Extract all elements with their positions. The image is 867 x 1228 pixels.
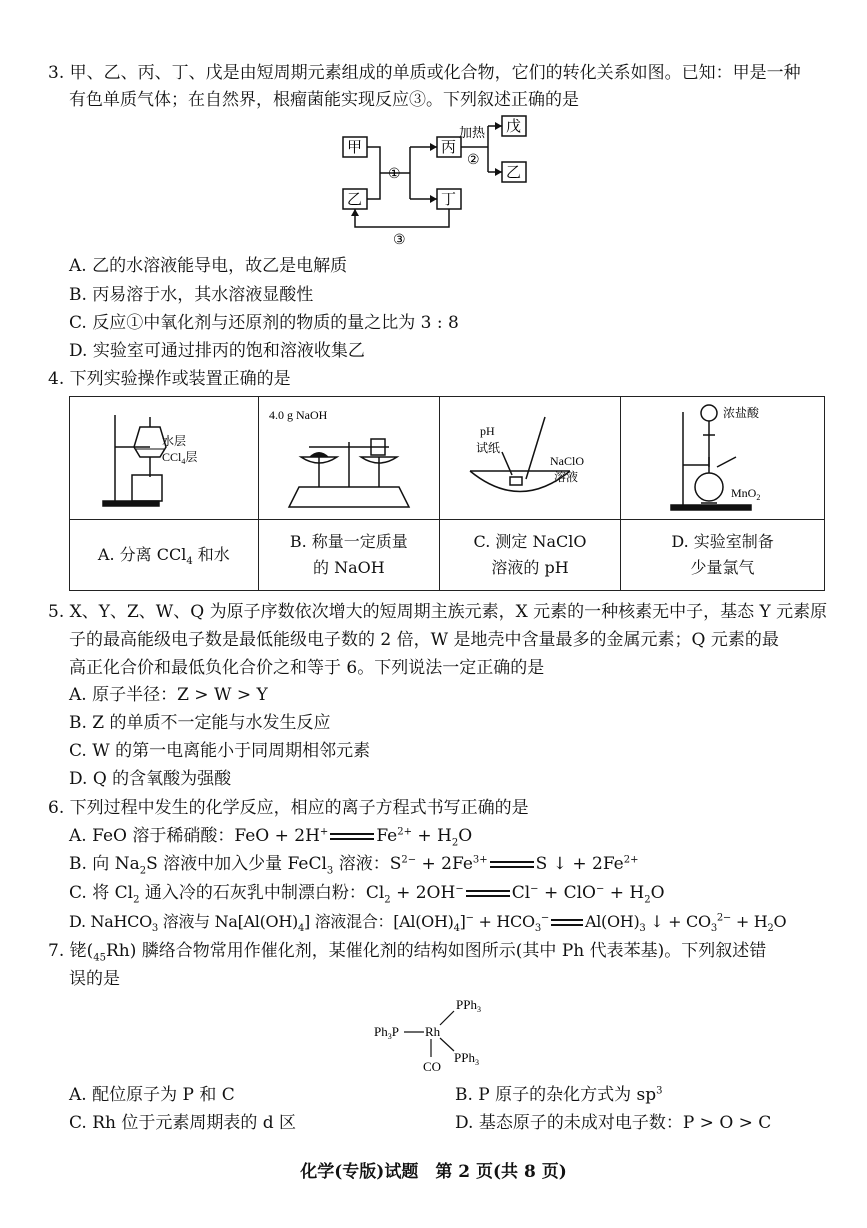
q5-option-a: A. 原子半径：Z > W > Y xyxy=(69,685,268,705)
q7-option-b: B. P 原子的杂化方式为 $sp^3$ xyxy=(455,1085,663,1105)
q7-stem-line1: 7. 铑$(_{45}Rh)$ 膦络合物常用作催化剂，某催化剂的结构如图所示(其中 Ph 代表苯基)。下列叙述错 xyxy=(48,941,767,964)
q7-option-c: C. Rh 位于元素周期表的 d 区 xyxy=(69,1113,297,1133)
q6-option-c: C. 将 $Cl_2$ 通入冷的石灰乳中制漂白粉：$Cl_2 + 2OH^-$ $Cl^- + ClO^- + H_2O$ xyxy=(69,883,665,906)
q5-option-d: D. Q 的含氧酸为强酸 xyxy=(69,769,232,789)
q6-option-d: D. NaHCO$_3$ 溶液与 $Na[Al(OH)_4]$ 溶液混合：$[Al(OH)_4]^- + HCO_3^-$ $Al(OH)_3$ ↓ + $CO_3^{2-} + H_2O$ xyxy=(69,912,787,935)
q3-conversion-diagram xyxy=(330,112,540,252)
q3-heat-label: 加热 xyxy=(459,125,486,140)
q3-stem-line1: 3. 甲、乙、丙、丁、戊是由短周期元素组成的单质或化合物，它们的转化关系如图。已知：甲是一种 xyxy=(48,63,801,83)
q7-option-a: A. 配位原子为 P 和 C xyxy=(69,1085,235,1105)
q4-caption-c: C. 测定 NaClO 溶液的 pH xyxy=(439,520,620,591)
q5-stem-line2: 子的最高能级电子数是最低能级电子数的 2 倍，W 是地壳中含量最多的金属元素；Q 元素的最 xyxy=(69,630,779,650)
q6-option-a: A. FeO 溶于稀硝酸：FeO + 2H+ $Fe^{2+} + H_2O$ xyxy=(69,826,473,849)
q4-caption-b: B. 称量一定质量 的 NaOH xyxy=(258,520,439,591)
q6-option-b: B. 向 $Na_2S$ 溶液中加入少量 FeCl$_3$ 溶液：$S^{2-} + 2Fe^{3+}$ S ↓ + $2Fe^{2+}$ xyxy=(69,854,639,877)
q4-stem: 4. 下列实验操作或装置正确的是 xyxy=(48,369,291,389)
q3-r2-label: ② xyxy=(467,153,480,168)
q3-yi-box: 乙 xyxy=(347,192,363,208)
q7-stem-line2: 误的是 xyxy=(69,969,120,989)
q4-b-naoh-label: 4.0 g NaOH xyxy=(268,408,328,422)
q5-option-b: B. Z 的单质不一定能与水发生反应 xyxy=(69,713,331,733)
q7-pph3-right: PPh$_3$ xyxy=(454,1050,479,1067)
q4-caption-d: D. 实验室制备 少量氯气 xyxy=(621,520,825,591)
q4-figure-d xyxy=(621,397,825,520)
q7-rh-complex-structure xyxy=(370,995,510,1077)
q7-option-d: D. 基态原子的未成对电子数：P > O > C xyxy=(455,1113,772,1133)
q3-yi2-box: 乙 xyxy=(506,165,522,181)
q5-stem-line3: 高正化合价和最低负化合价之和等于 6。下列说法一定正确的是 xyxy=(69,658,545,678)
q7-pph3-top: PPh$_3$ xyxy=(456,997,481,1014)
q4-c-naclo-label: NaClO xyxy=(549,454,584,468)
q3-option-b: B. 丙易溶于水，其水溶液显酸性 xyxy=(69,285,314,305)
q4-c-solution-label: 溶液 xyxy=(553,470,578,484)
q3-option-c: C. 反应①中氧化剂与还原剂的物质的量之比为 3 : 8 xyxy=(69,313,459,333)
q3-option-d: D. 实验室可通过排丙的饱和溶液收集乙 xyxy=(69,341,365,361)
q3-ding-box: 丁 xyxy=(441,192,457,208)
q3-jia-box: 甲 xyxy=(347,140,363,156)
q4-c-paper-label: 试纸 xyxy=(475,441,500,455)
q5-option-c: C. W 的第一电离能小于同周期相邻元素 xyxy=(69,741,371,761)
q3-option-a: A. 乙的水溶液能导电，故乙是电解质 xyxy=(69,256,348,276)
q4-figure-c xyxy=(439,397,620,520)
q3-wu-box: 戊 xyxy=(506,119,522,135)
q3-r1-label: ① xyxy=(388,167,401,182)
q5-stem-line1: 5. X、Y、Z、W、Q 为原子序数依次增大的短周期主族元素，X 元素的一种核素无中子，基态 Y 元素原 xyxy=(48,602,828,622)
q4-a-water-label: 水层 xyxy=(162,434,187,448)
q7-rh-center: Rh xyxy=(425,1024,441,1039)
q4-apparatus-table xyxy=(69,396,825,591)
q7-co-ligand: CO xyxy=(423,1059,442,1074)
q3-r3-label: ③ xyxy=(393,233,406,248)
q4-d-hcl-label: 浓盐酸 xyxy=(723,406,760,420)
q7-pph3-left: $Ph_3P$ xyxy=(374,1024,399,1041)
q4-figure-b xyxy=(258,397,439,520)
q3-bing-box: 丙 xyxy=(441,140,457,156)
q4-figure-a xyxy=(70,397,259,520)
q4-a-ccl4-label: CCl$_4$层 xyxy=(162,450,198,466)
q4-d-mno2-label: MnO$_2$ xyxy=(731,486,761,502)
q4-caption-a: A. 分离 CCl$_4$ 和水 xyxy=(70,520,259,591)
q4-c-ph-label: pH xyxy=(479,424,495,438)
q6-stem: 6. 下列过程中发生的化学反应，相应的离子方程式书写正确的是 xyxy=(48,798,529,818)
q3-stem-line2: 有色单质气体；在自然界，根瘤菌能实现反应③。下列叙述正确的是 xyxy=(69,90,579,110)
page-footer: 化学(专版)试题 第 2 页(共 8 页) xyxy=(300,1162,567,1182)
